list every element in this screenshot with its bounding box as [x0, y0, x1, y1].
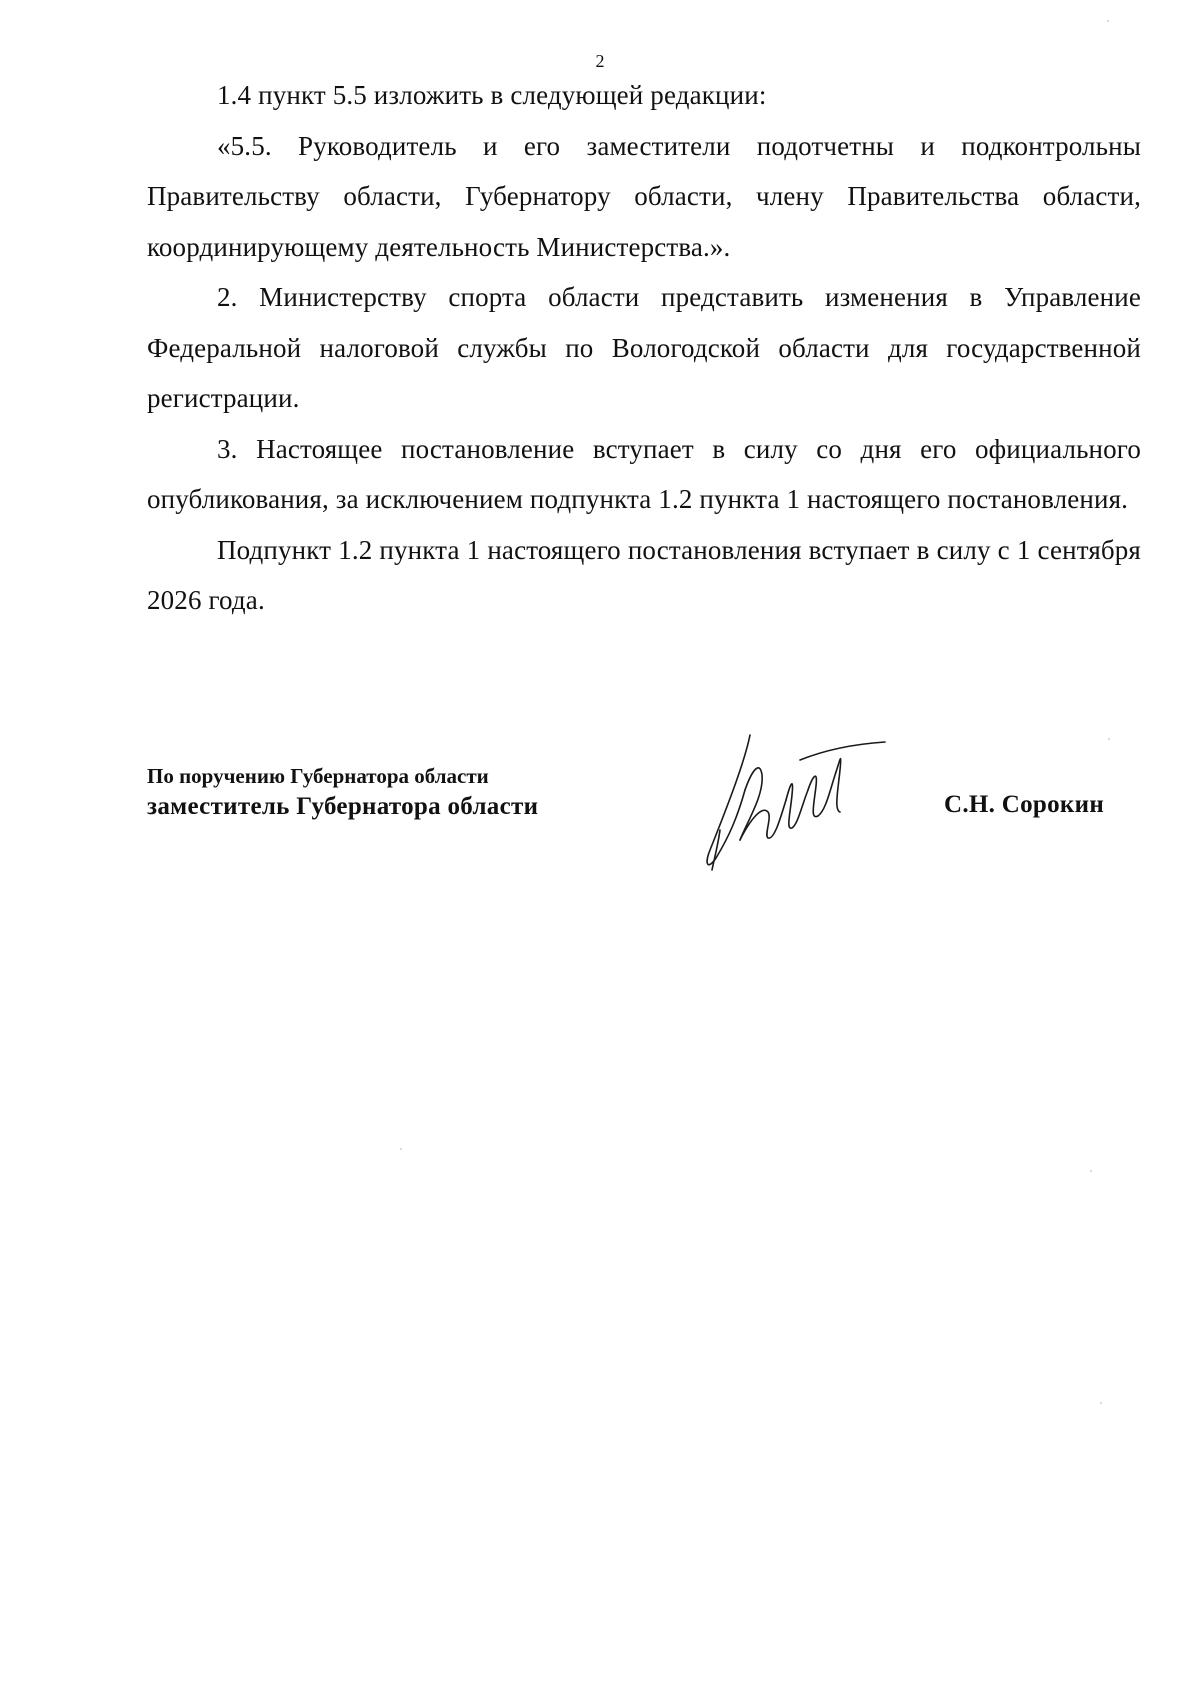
page-number: 2	[595, 51, 605, 71]
signatory-title-line-1: По поручению Губернатора области	[147, 764, 489, 788]
document-body	[147, 70, 1141, 626]
scan-speck	[1090, 1170, 1092, 1172]
scan-speck	[400, 1148, 402, 1150]
handwritten-signature-icon	[690, 720, 890, 880]
paragraph-5-5-quote: «5.5. Руководитель и его заместители подотчетны и подконтрольны Правительству области, Губернатору области, члену Правительства области, координирующему деятельность Министерства.».	[147, 130, 1141, 262]
scan-speck	[1107, 20, 1109, 22]
paragraph-effective-date: Подпункт 1.2 пункта 1 настоящего постановления вступает в силу с 1 сентября 2026 года.	[147, 534, 1141, 615]
scan-speck	[1100, 1402, 1102, 1404]
signatory-name: С.Н. Сорокин	[944, 791, 1105, 818]
paragraph-3: 3. Настоящее постановление вступает в силу со дня его официального опубликования, за исключением подпункта 1.2 пункта 1 настоящего постановления.	[147, 433, 1141, 514]
paragraph-1-4: 1.4 пункт 5.5 изложить в следующей редакции:	[217, 80, 767, 110]
paragraph-2: 2. Министерству спорта области представить изменения в Управление Федеральной налоговой службы по Вологодской области для государственной регистрации.	[147, 282, 1141, 413]
signatory-title-line-2: заместитель Губернатора области	[147, 793, 539, 820]
scan-speck	[1108, 738, 1110, 740]
